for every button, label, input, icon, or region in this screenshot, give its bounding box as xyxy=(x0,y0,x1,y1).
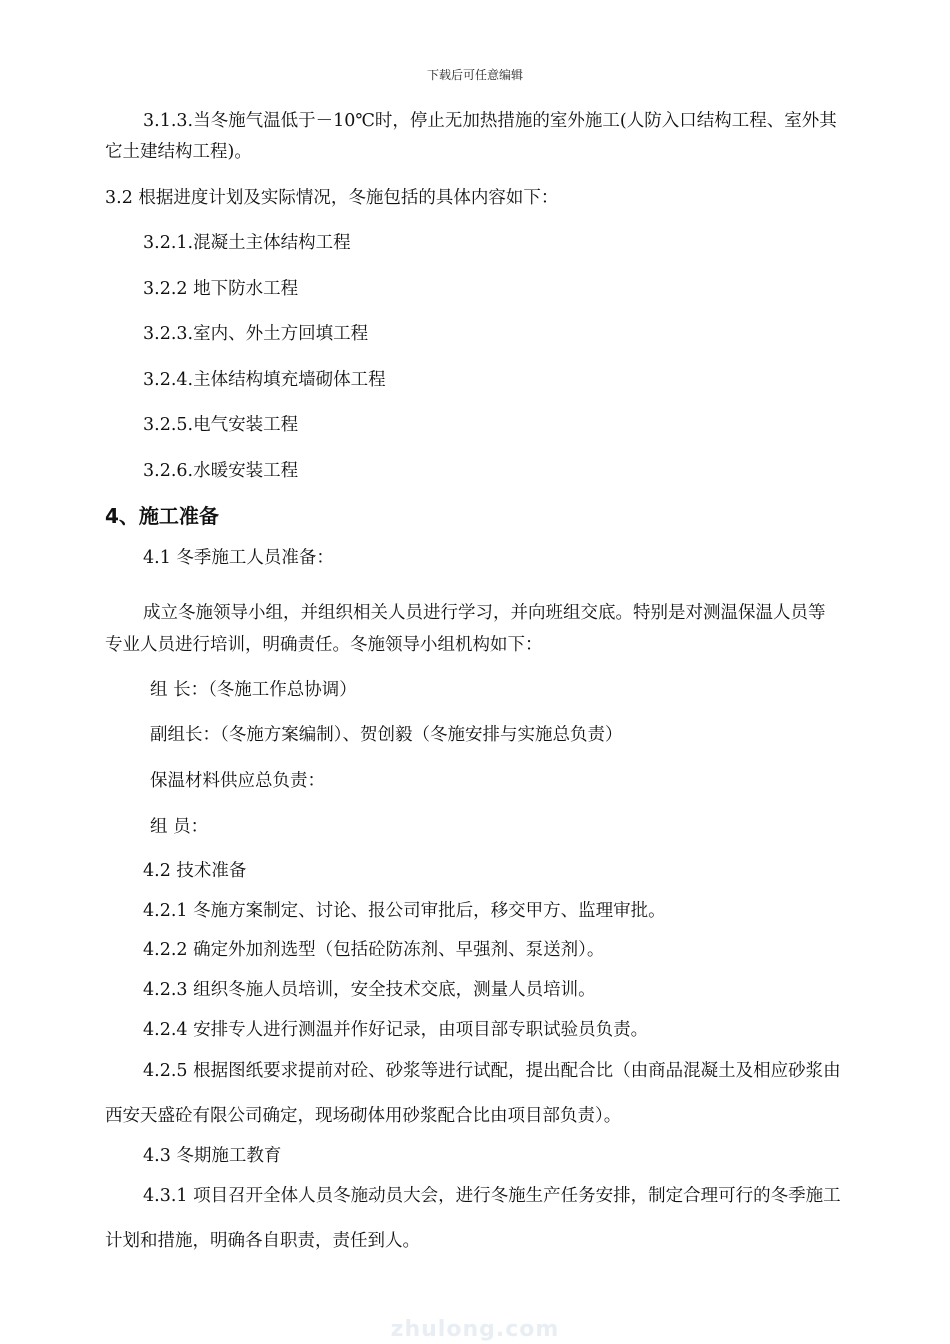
list-item: 3.2.4.主体结构填充墙砌体工程 xyxy=(143,370,386,390)
paragraph-line: 计划和措施，明确各自职责，责任到人。 xyxy=(105,1231,420,1251)
subsection-heading: 4.1 冬季施工人员准备： xyxy=(143,548,334,568)
paragraph-line: 4.2.2 确定外加剂选型（包括砼防冻剂、早强剂、泵送剂）。 xyxy=(143,940,605,960)
paragraph-line: 3.2 根据进度计划及实际情况，冬施包括的具体内容如下： xyxy=(105,188,559,208)
page-header: 下载后可任意编辑 xyxy=(426,68,523,82)
subsection-heading: 4.3 冬期施工教育 xyxy=(143,1146,282,1166)
list-item: 3.2.1.混凝土主体结构工程 xyxy=(143,233,351,253)
paragraph-line: 4.2.5 根据图纸要求提前对砼、砂浆等进行试配，提出配合比（由商品混凝土及相应砂浆由 xyxy=(143,1061,841,1081)
paragraph-line: 4.2.1 冬施方案制定、讨论、报公司审批后，移交甲方、监理审批。 xyxy=(143,901,666,921)
paragraph-line: 3.1.3.当冬施气温低于－10℃时，停止无加热措施的室外施工(人防入口结构工程、室外其 xyxy=(143,111,837,131)
paragraph-line: 4.2.4 安排专人进行测温并作好记录，由项目部专职试验员负责。 xyxy=(143,1020,649,1040)
team-member-line: 副组长：（冬施方案编制）、贺创毅（冬施安排与实施总负责） xyxy=(150,725,623,745)
paragraph-line: 成立冬施领导小组，并组织相关人员进行学习，并向班组交底。特别是对测温保温人员等 xyxy=(143,603,826,623)
list-item: 3.2.3.室内、外土方回填工程 xyxy=(143,324,369,344)
paragraph-line: 4.3.1 项目召开全体人员冬施动员大会，进行冬施生产任务安排，制定合理可行的冬季施工 xyxy=(143,1186,841,1206)
list-item: 3.2.6.水暖安装工程 xyxy=(143,461,299,481)
section-heading: 4、施工准备 xyxy=(105,504,219,528)
paragraph-line: 4.2.3 组织冬施人员培训，安全技术交底，测量人员培训。 xyxy=(143,980,596,1000)
subsection-heading: 4.2 技术准备 xyxy=(143,861,247,881)
list-item: 3.2.2 地下防水工程 xyxy=(143,279,299,299)
list-item: 3.2.5.电气安装工程 xyxy=(143,415,299,435)
team-member-line: 组 长：（冬施工作总协调） xyxy=(150,680,357,700)
team-member-line: 组 员： xyxy=(150,817,209,837)
watermark: zhulong.com xyxy=(390,1317,560,1342)
paragraph-line: 西安天盛砼有限公司确定，现场砌体用砂浆配合比由项目部负责）。 xyxy=(105,1106,622,1126)
paragraph-line: 专业人员进行培训，明确责任。冬施领导小组机构如下： xyxy=(105,635,543,655)
team-member-line: 保温材料供应总负责： xyxy=(150,771,325,791)
paragraph-line: 它土建结构工程)。 xyxy=(105,142,252,162)
